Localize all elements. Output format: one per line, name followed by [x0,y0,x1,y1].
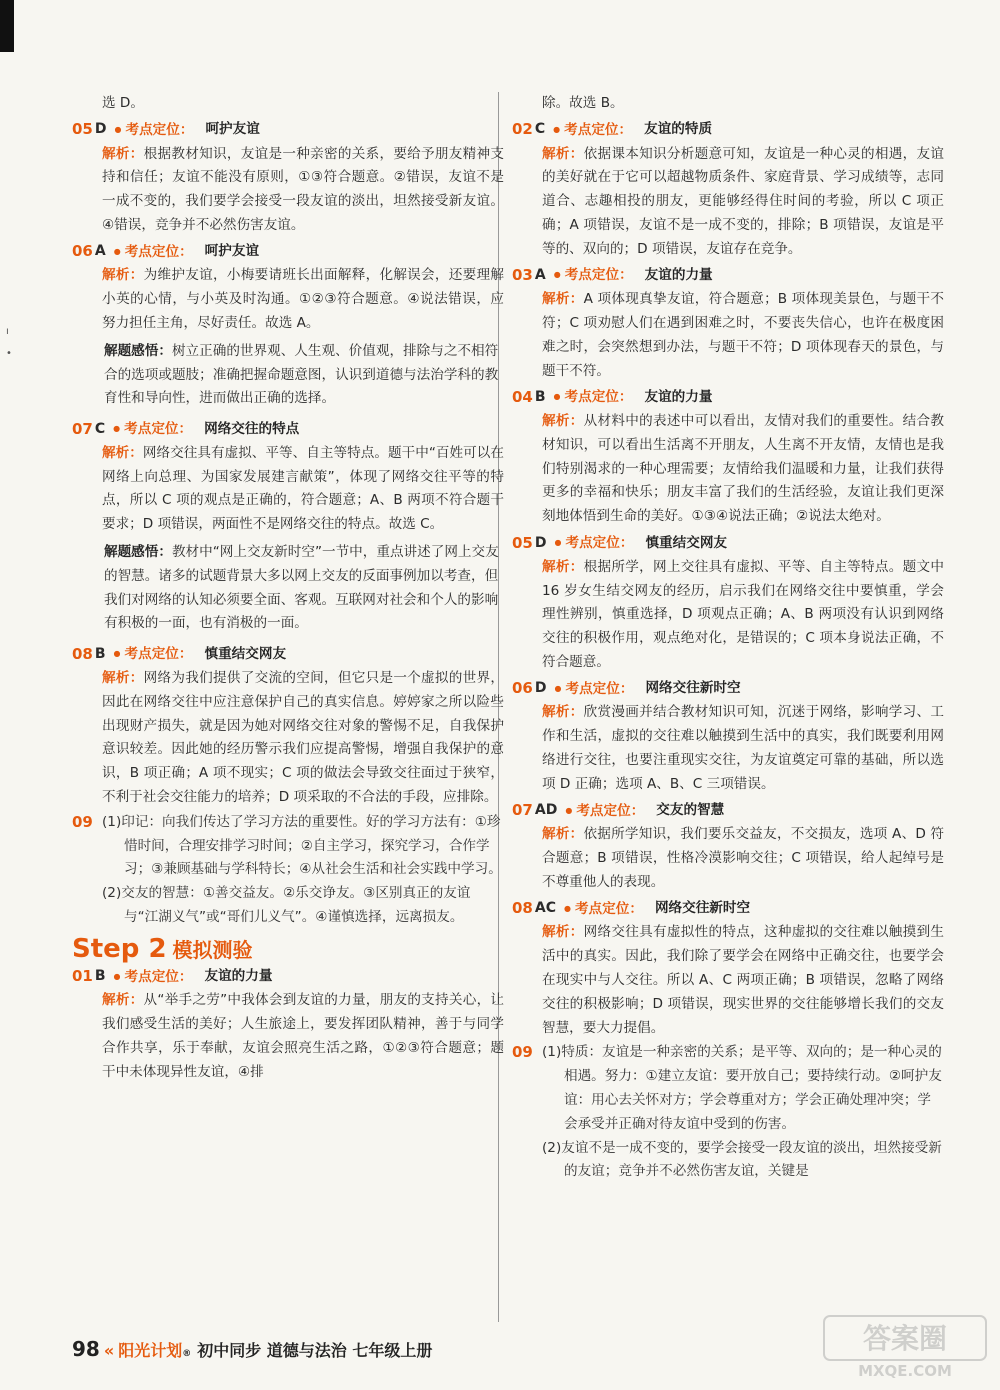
answer-item [512,385,944,529]
item-header [72,417,504,442]
item-header [72,642,504,667]
item-number: 01 [72,966,93,985]
item-number: 09 [512,1043,533,1062]
item-answer: B [94,967,106,984]
analysis-text: 根据教材知识，友谊是一种亲密的关系，要给予朋友精神支持和信任；友谊不能没有原则，①③符合题意。②错误，友谊不是一成不变的，我们要学会接受一段友谊的淡出，坦然接受新友谊。④错误，竞争并不必然伤害友谊。 [102,145,505,233]
item-topic: 友谊的力量 [644,266,713,283]
essay-answer [72,811,504,930]
position-label: ● 考点定位： [113,417,192,442]
page-footer [72,1337,432,1361]
item-topic: 呵护友谊 [205,121,260,138]
essay-part-2: (2)友谊不是一成不变的，要学会接受一段友谊的淡出，坦然接受新的友谊；竞争并不必然伤害友谊，关键是 [542,1139,942,1180]
margin-mark: • [6,348,12,359]
item-number: 07 [512,801,533,820]
answer-item [72,965,504,1085]
analysis-text: 网络为我们提供了交流的空间，但它只是一个虚拟的世界，因此在网络交往中应注意保护自己的真实信息。婷婷家之所以险些出现财产损失，就是因为她对网络交往对象的警惕不足，自我保护意识较差。因此她的经历警示我们应提高警惕，增强自我保护的意识，B 项正确；A 项不现实；C 项的做法会导致交往面过于狭窄，不利于社会交往能力的培养；D 项采取的不合法的手段，应排除。 [102,669,505,805]
item-analysis [72,143,504,238]
watermark-line-2: MXQE.COM [858,1362,952,1380]
item-header [512,263,944,288]
item-topic: 网络交往新时空 [645,680,741,697]
essay-answer [512,1041,944,1184]
item-topic: 友谊的特质 [644,121,713,138]
position-label: ● 考点定位： [554,385,633,410]
section-heading [72,933,504,964]
analysis-label: 解析： [542,558,584,575]
watermark-graphic [820,1312,990,1382]
essay-part-1: (1)印记：向我们传达了学习方法的重要性。好的学习方法有：①珍惜时间，合理安排学习时间；②自主学习，探究学习，合作学习；③兼顾基础与学科特长；④从社会生活和社会实践中学习。 [102,813,502,878]
item-topic: 网络交往新时空 [654,900,751,917]
item-topic: 交友的智慧 [656,802,725,819]
item-answer: AC [534,900,556,917]
item-answer: D [534,534,547,551]
insight-note [72,340,504,411]
watermark-logo [820,1312,990,1382]
item-analysis [72,442,504,537]
item-number: 04 [512,387,533,406]
analysis-label: 解析： [102,267,144,284]
answer-item [72,642,504,809]
position-label: ● 考点定位： [114,965,193,990]
item-answer: A [534,266,546,283]
item-number: 03 [512,265,533,284]
position-label: ● 考点定位： [554,263,633,288]
analysis-label: 解析： [102,145,144,162]
item-analysis [72,264,504,335]
item-number: 05 [512,533,533,552]
item-header [512,531,944,556]
item-analysis [72,989,504,1084]
item-answer: AD [534,802,558,819]
double-chevron-icon: « [103,1341,115,1360]
essay-part-2: (2)交友的智慧：①善交益友。②乐交诤友。③区别真正的友谊与“江湖义气”或“哥们儿义气”。④谨慎选择，远离损友。 [102,885,471,925]
insight-text: 树立正确的世界观、人生观、价值观，排除与之不相符合的选项或题肢；准确把握命题意图，认识到道德与法治学科的教育性和导向性，进而做出正确的选择。 [104,342,499,407]
item-answer: B [94,645,106,662]
essay-part-1: (1)特质：友谊是一种亲密的关系；是平等、双向的；是一种心灵的相遇。努力：①建立友谊：要开放自己；要持续行动。②呵护友谊：用心去关怀对方；学会尊重对方；学会正确处理冲突；学会承受并正确对待友谊中受到的伤害。 [542,1044,942,1132]
answer-item [512,677,944,797]
answer-item [512,897,944,1041]
essay-row [512,1041,944,1184]
step-title: 模拟测验 [172,937,253,962]
position-label: ● 考点定位： [555,531,634,556]
item-number: 08 [72,644,93,663]
item-header [72,118,504,143]
item-answer: C [534,121,546,138]
item-analysis [512,921,944,1040]
brand-name: 阳光计划 [118,1341,183,1360]
right-column [512,92,944,1184]
item-answer: D [94,121,107,138]
answer-item [512,118,944,262]
item-number: 05 [72,120,93,139]
analysis-label: 解析： [542,826,584,843]
item-number: 07 [72,419,93,438]
analysis-text: 欣赏漫画并结合教材知识可知，沉迷于网络，影响学习、工作和生活，虚拟的交往难以触摸到生活中的真实，我们既要利用网络进行交往，也要注重现实交往，为友谊奠定可靠的基础，所以选项 D 正确；选项 A、B、C 三项错误。 [542,704,945,792]
page-number: 98 [72,1337,100,1361]
position-label: ● 考点定位： [564,897,643,922]
item-number: 06 [72,242,93,261]
analysis-text: 依据课本知识分析题意可知，友谊是一种心灵的相遇，友谊的美好就在于它可以超越物质条件、家庭背景、学习成绩等，志同道合、志趣相投的朋友，更能够经得住时间的考验，所以 C 项正确；A 项错误，友谊不是一成不变的，排除；B 项错误，友谊是平等的、双向的；D 项错误，友谊存在竞争。 [542,145,945,257]
item-number: 08 [512,899,533,918]
item-header [512,118,944,143]
item-number: 02 [512,120,533,139]
analysis-text: 根据所学，网上交往具有虚拟、平等、自主等特点。题文中 16 岁女生结交网友的经历，启示我们在网络交往中要慎重，学会理性辨别，慎重选择，D 项观点正确；A、B 两项没有认识到网络交往的积极作用，观点绝对化，是错误的；C 项本身说法正确，不符合题意。 [542,558,945,670]
answer-item [512,531,944,675]
essay-row [72,811,504,930]
item-header [512,799,944,824]
item-answer: B [534,388,546,405]
item-topic: 友谊的力量 [204,967,273,984]
analysis-label: 解析： [542,704,584,721]
position-label: ● 考点定位： [114,240,193,265]
item-topic: 呵护友谊 [204,243,260,260]
answer-item [72,118,504,238]
analysis-text: 为维护友谊，小梅要请班长出面解释，化解误会，还要理解小英的心情，与小英及时沟通。①②③符合题意。④说法错误，应努力担任主角，尽好责任。故选 A。 [102,267,505,331]
position-label: ● 考点定位： [115,118,194,143]
position-label: ● 考点定位： [553,118,632,143]
left-column [72,92,504,1085]
item-analysis [512,556,944,675]
item-header [72,965,504,990]
item-analysis [512,143,944,262]
answer-item [72,240,504,411]
insight-text: 教材中“网上交友新时空”一节中，重点讲述了网上交友的智慧。诸多的试题背景大多以网上交友的反面事例加以考查，但我们对网络的认知必须要全面、客观。互联网对社会和个人的影响有积极的一面，也有消极的一面。 [104,544,499,632]
item-analysis [512,410,944,529]
answer-item [512,799,944,895]
item-topic: 慎重结交网友 [204,645,287,662]
analysis-label: 解析： [542,291,584,308]
position-label: ● 考点定位： [114,642,193,667]
carry-text: 除。故选 B。 [542,95,624,111]
item-topic: 慎重结交网友 [645,534,728,551]
analysis-label: 解析： [542,145,584,162]
item-number: 09 [72,812,93,831]
watermark-line-1: 答案圈 [862,1322,948,1355]
insight-note [72,541,504,636]
carry-text: 选 D。 [102,95,144,111]
item-answer: D [534,680,547,697]
corner-bar [0,0,14,52]
item-analysis [512,701,944,796]
book-title: 初中同步 道德与法治 七年级上册 [197,1341,433,1360]
item-analysis [72,667,504,810]
answer-item [512,263,944,383]
item-topic: 友谊的力量 [644,388,713,405]
item-number: 06 [512,679,533,698]
analysis-text: 依据所学知识，我们要乐交益友，不交损友，选项 A、D 符合题意；B 项错误，性格冷漠影响交往；C 项错误，给人起绰号是不尊重他人的表现。 [542,826,944,890]
registered-mark: ® [182,1349,192,1359]
analysis-text: 从“举手之劳”中我体会到友谊的力量，朋友的支持关心，让我们感受生活的美好；人生旅途上，要发挥团队精神，善于与同学合作共享，乐于奉献，友谊会照亮生活之路，①②③符合题意；题干中未体现异性友谊，④排 [102,992,505,1080]
item-analysis [512,288,944,383]
analysis-text: A 项体现真挚友谊，符合题意；B 项体现美景色，与题干不符；C 项劝慰人们在遇到困难之时，不要丧失信心，也许在极度困难之时，会突然想到办法，与题干不符；D 项体现春天的景色，与题干不符。 [542,291,945,379]
item-header [72,240,504,265]
item-header [512,897,944,922]
analysis-label: 解析： [102,444,143,461]
analysis-label: 解析： [102,669,144,686]
position-label: ● 考点定位： [555,677,634,702]
margin-mark: ı [6,326,9,337]
analysis-label: 解析： [542,924,584,941]
analysis-text: 网络交往具有虚拟、平等、自主等特点。题干中“百姓可以在网络上向总理、为国家发展建言献策”，体现了网络交往平等的特点，所以 C 项的观点是正确的，符合题意；A、B 两项不符合题干要求；D 项错误，两面性不是网络交往的特点。故选 C。 [102,444,504,533]
item-header [512,385,944,410]
analysis-label: 解析： [542,413,584,430]
item-topic: 网络交往的特点 [204,420,300,437]
analysis-text: 网络交往具有虚拟性的特点，这种虚拟的交往难以触摸到生活中的真实。因此，我们除了要学会在网络中正确交往，也要学会在现实中与人交往。所以 A、C 两项正确；B 项错误，忽略了网络交往的积极影响；D 项错误，现实世界的交往能够增长我们的交友智慧，要大力提倡。 [542,924,945,1036]
analysis-label: 解析： [102,992,144,1009]
item-header [512,677,944,702]
analysis-text: 从材料中的表述中可以看出，友情对我们的重要性。结合教材知识，可以看出生活离不开朋友，人生离不开友情，友情也是我们特别渴求的一种心理需要；友情给我们温暖和力量，让我们获得更多的幸福和快乐；朋友丰富了我们的生活经验，友谊让我们更深刻地体悟到生命的美好。①③④说法正确；②说法太绝对。 [542,413,945,525]
insight-label: 解题感悟： [104,342,172,359]
step-label: Step 2 [72,933,167,964]
item-analysis [512,823,944,894]
answer-item [72,417,504,636]
insight-label: 解题感悟： [104,544,172,561]
item-answer: A [94,243,106,260]
position-label: ● 考点定位： [565,799,644,824]
item-answer: C [94,420,106,437]
